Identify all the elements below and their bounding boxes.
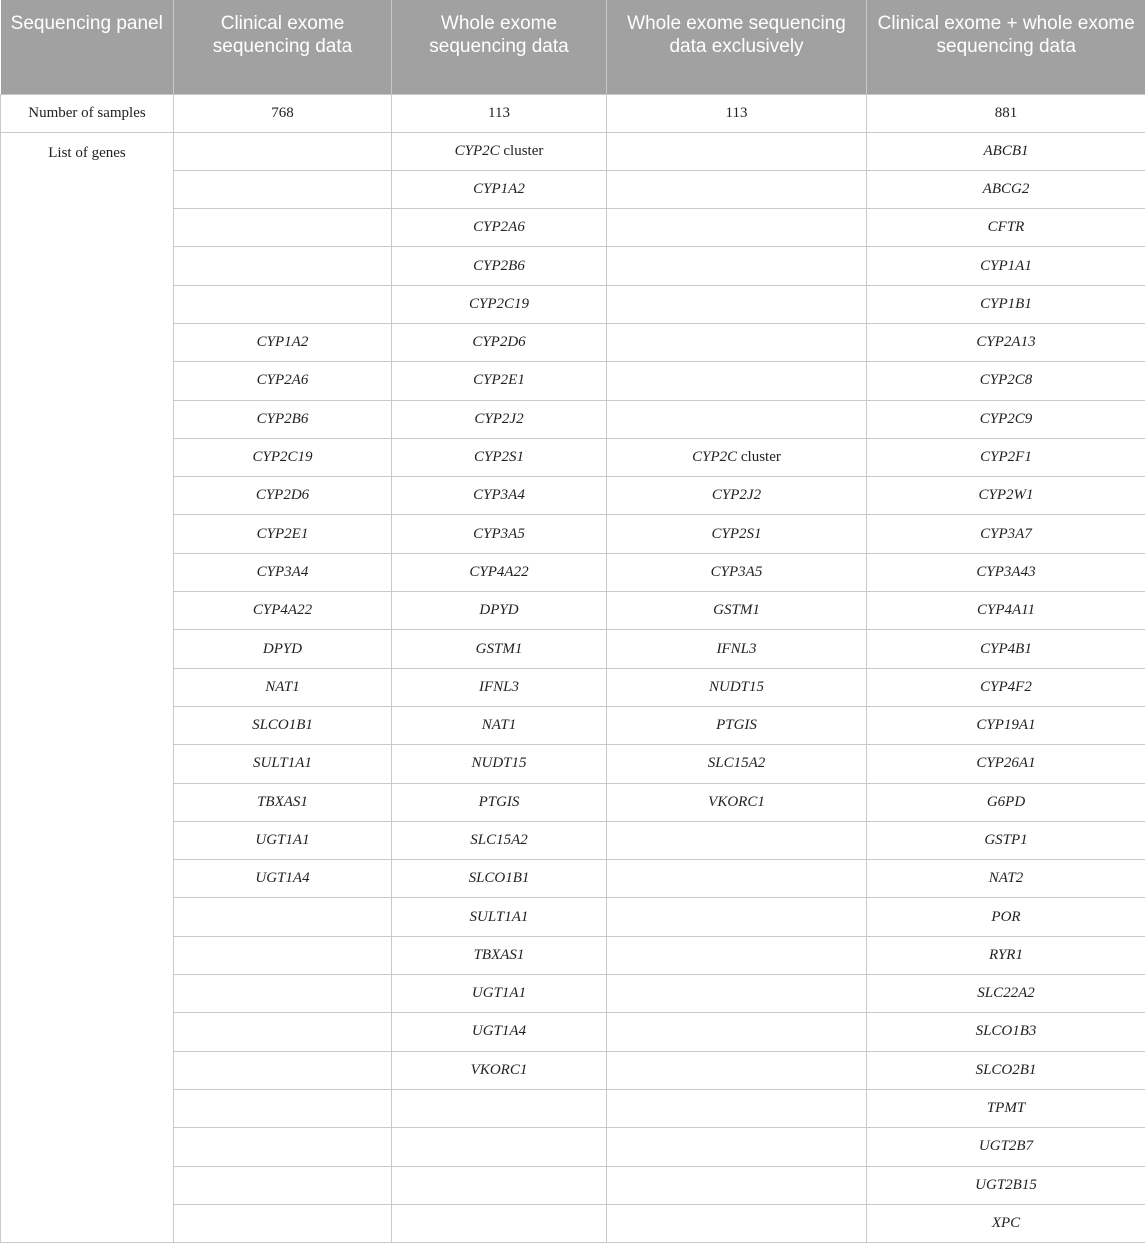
gene-cell-combined: CYP1A1 bbox=[867, 247, 1145, 285]
samples-whole: 113 bbox=[392, 94, 607, 132]
gene-cell-clinical: UGT1A4 bbox=[174, 860, 392, 898]
header-whole-exome-exclusive: Whole exome sequencing data exclusively bbox=[607, 0, 867, 94]
gene-cell-whole-exclusive: SLC15A2 bbox=[607, 745, 867, 783]
gene-cell-combined: CYP4F2 bbox=[867, 668, 1145, 706]
gene-cell-whole: TBXAS1 bbox=[392, 936, 607, 974]
gene-cell-whole-exclusive: PTGIS bbox=[607, 706, 867, 744]
samples-row bbox=[1, 94, 1145, 132]
gene-cell-combined: NAT2 bbox=[867, 860, 1145, 898]
gene-cell-combined: CYP2F1 bbox=[867, 438, 1145, 476]
gene-cell-whole: CYP2J2 bbox=[392, 400, 607, 438]
gene-cell-combined: CFTR bbox=[867, 209, 1145, 247]
gene-cell-whole: SLCO1B1 bbox=[392, 860, 607, 898]
gene-cell-combined: CYP3A43 bbox=[867, 553, 1145, 591]
header-clinical-exome: Clinical exome sequencing data bbox=[174, 0, 392, 94]
gene-cell-whole-exclusive bbox=[607, 1128, 867, 1166]
samples-whole-exclusive: 113 bbox=[607, 94, 867, 132]
gene-cell-whole-exclusive bbox=[607, 209, 867, 247]
gene-symbol: CYP2C bbox=[454, 142, 500, 159]
gene-cell-clinical bbox=[174, 1166, 392, 1204]
gene-cell-combined: CYP2C8 bbox=[867, 362, 1145, 400]
gene-cell-clinical bbox=[174, 1051, 392, 1089]
gene-cell-clinical bbox=[174, 247, 392, 285]
header-whole-exome: Whole exome sequencing data bbox=[392, 0, 607, 94]
gene-cell-clinical: CYP3A4 bbox=[174, 553, 392, 591]
gene-cell-combined: ABCB1 bbox=[867, 132, 1145, 170]
gene-cell-whole: NUDT15 bbox=[392, 745, 607, 783]
gene-cell-whole: UGT1A4 bbox=[392, 1013, 607, 1051]
gene-cell-clinical bbox=[174, 936, 392, 974]
gene-cell-clinical: NAT1 bbox=[174, 668, 392, 706]
gene-cell-clinical bbox=[174, 1204, 392, 1242]
gene-cell-clinical: CYP2D6 bbox=[174, 477, 392, 515]
gene-cell-whole-exclusive bbox=[607, 247, 867, 285]
gene-cell-combined: CYP4B1 bbox=[867, 630, 1145, 668]
gene-cell-whole-exclusive bbox=[607, 438, 867, 476]
gene-cell-whole-exclusive bbox=[607, 975, 867, 1013]
gene-cell-whole: CYP2S1 bbox=[392, 438, 607, 476]
gene-cell-combined: CYP2W1 bbox=[867, 477, 1145, 515]
gene-cell-whole-exclusive: CYP2S1 bbox=[607, 515, 867, 553]
gene-cell-whole-exclusive: CYP3A5 bbox=[607, 553, 867, 591]
gene-cell-clinical: SULT1A1 bbox=[174, 745, 392, 783]
gene-cell-combined: GSTP1 bbox=[867, 821, 1145, 859]
gene-cell-whole: CYP2C19 bbox=[392, 285, 607, 323]
gene-cell-combined: G6PD bbox=[867, 783, 1145, 821]
gene-cell-whole bbox=[392, 1128, 607, 1166]
gene-cell-clinical bbox=[174, 1013, 392, 1051]
gene-cell-clinical: CYP2E1 bbox=[174, 515, 392, 553]
samples-clinical: 768 bbox=[174, 94, 392, 132]
gene-cell-whole-exclusive bbox=[607, 400, 867, 438]
gene-cell-clinical bbox=[174, 209, 392, 247]
gene-cell-whole: CYP2E1 bbox=[392, 362, 607, 400]
gene-cell-whole bbox=[392, 1166, 607, 1204]
gene-row bbox=[1, 132, 1145, 170]
gene-cell-whole-exclusive bbox=[607, 821, 867, 859]
gene-cell-whole-exclusive bbox=[607, 1204, 867, 1242]
gene-cell-clinical bbox=[174, 1089, 392, 1127]
gene-cell-whole: CYP1A2 bbox=[392, 170, 607, 208]
gene-cell-whole-exclusive bbox=[607, 323, 867, 361]
header-combined: Clinical exome + whole exome sequencing data bbox=[867, 0, 1145, 94]
gene-cell-clinical bbox=[174, 285, 392, 323]
gene-cell-clinical bbox=[174, 975, 392, 1013]
gene-cell-whole-exclusive bbox=[607, 1166, 867, 1204]
gene-cell-whole-exclusive: NUDT15 bbox=[607, 668, 867, 706]
genes-label: List of genes bbox=[1, 132, 174, 1243]
gene-cell-clinical: UGT1A1 bbox=[174, 821, 392, 859]
gene-cell-combined: SLCO2B1 bbox=[867, 1051, 1145, 1089]
gene-cell-clinical: SLCO1B1 bbox=[174, 706, 392, 744]
gene-cell-whole: CYP2A6 bbox=[392, 209, 607, 247]
gene-cell-whole: VKORC1 bbox=[392, 1051, 607, 1089]
gene-cell-whole: SLC15A2 bbox=[392, 821, 607, 859]
gene-cell-whole-exclusive bbox=[607, 132, 867, 170]
gene-cell-clinical: CYP2A6 bbox=[174, 362, 392, 400]
gene-cell-clinical bbox=[174, 1128, 392, 1166]
gene-cell-whole-exclusive bbox=[607, 860, 867, 898]
gene-cell-clinical bbox=[174, 132, 392, 170]
gene-cell-clinical: CYP2C19 bbox=[174, 438, 392, 476]
gene-cell-whole-exclusive: CYP2J2 bbox=[607, 477, 867, 515]
gene-cell-combined: SLC22A2 bbox=[867, 975, 1145, 1013]
gene-cell-clinical bbox=[174, 898, 392, 936]
gene-cell-whole-exclusive bbox=[607, 898, 867, 936]
gene-cell-whole: DPYD bbox=[392, 592, 607, 630]
gene-cell-combined: UGT2B15 bbox=[867, 1166, 1145, 1204]
gene-cell-combined: CYP19A1 bbox=[867, 706, 1145, 744]
gene-cell-combined: UGT2B7 bbox=[867, 1128, 1145, 1166]
gene-cell-whole: IFNL3 bbox=[392, 668, 607, 706]
gene-cell-clinical: DPYD bbox=[174, 630, 392, 668]
gene-cell-whole: CYP2B6 bbox=[392, 247, 607, 285]
gene-cell-whole-exclusive bbox=[607, 1051, 867, 1089]
gene-cell-combined: ABCG2 bbox=[867, 170, 1145, 208]
samples-label: Number of samples bbox=[1, 94, 174, 132]
samples-combined: 881 bbox=[867, 94, 1145, 132]
header-row bbox=[1, 0, 1145, 94]
gene-cell-whole: CYP3A5 bbox=[392, 515, 607, 553]
gene-cell-whole: NAT1 bbox=[392, 706, 607, 744]
gene-cell-whole: CYP2D6 bbox=[392, 323, 607, 361]
gene-cell-whole-exclusive bbox=[607, 936, 867, 974]
gene-cell-whole bbox=[392, 1089, 607, 1127]
gene-cell-combined: CYP2C9 bbox=[867, 400, 1145, 438]
gene-cell-combined: SLCO1B3 bbox=[867, 1013, 1145, 1051]
gene-cell-clinical: CYP2B6 bbox=[174, 400, 392, 438]
gene-cell-clinical bbox=[174, 170, 392, 208]
gene-cell-clinical: CYP4A22 bbox=[174, 592, 392, 630]
gene-cell-combined: POR bbox=[867, 898, 1145, 936]
gene-cell-whole bbox=[392, 132, 607, 170]
gene-cell-combined: CYP3A7 bbox=[867, 515, 1145, 553]
gene-cell-whole: PTGIS bbox=[392, 783, 607, 821]
gene-cell-whole-exclusive: VKORC1 bbox=[607, 783, 867, 821]
gene-cell-whole-exclusive bbox=[607, 1089, 867, 1127]
gene-cell-whole-exclusive: IFNL3 bbox=[607, 630, 867, 668]
gene-cell-combined: CYP26A1 bbox=[867, 745, 1145, 783]
gene-cell-combined: CYP4A11 bbox=[867, 592, 1145, 630]
gene-cell-combined: CYP1B1 bbox=[867, 285, 1145, 323]
gene-cell-whole-exclusive bbox=[607, 1013, 867, 1051]
gene-cell-combined: RYR1 bbox=[867, 936, 1145, 974]
gene-cell-whole-exclusive: GSTM1 bbox=[607, 592, 867, 630]
gene-symbol: CYP2C bbox=[692, 449, 738, 466]
header-sequencing-panel: Sequencing panel bbox=[1, 0, 174, 94]
gene-cell-whole bbox=[392, 1204, 607, 1242]
gene-cell-whole: CYP3A4 bbox=[392, 477, 607, 515]
gene-cell-whole-exclusive bbox=[607, 285, 867, 323]
gene-cell-combined: TPMT bbox=[867, 1089, 1145, 1127]
gene-cell-clinical: TBXAS1 bbox=[174, 783, 392, 821]
cluster-suffix: cluster bbox=[737, 449, 781, 466]
gene-cell-whole: SULT1A1 bbox=[392, 898, 607, 936]
gene-cell-clinical: CYP1A2 bbox=[174, 323, 392, 361]
gene-cell-combined: XPC bbox=[867, 1204, 1145, 1242]
gene-cell-whole: UGT1A1 bbox=[392, 975, 607, 1013]
gene-cell-combined: CYP2A13 bbox=[867, 323, 1145, 361]
gene-cell-whole: GSTM1 bbox=[392, 630, 607, 668]
gene-cell-whole-exclusive bbox=[607, 170, 867, 208]
gene-cell-whole-exclusive bbox=[607, 362, 867, 400]
cluster-suffix: cluster bbox=[499, 142, 544, 159]
gene-cell-whole: CYP4A22 bbox=[392, 553, 607, 591]
